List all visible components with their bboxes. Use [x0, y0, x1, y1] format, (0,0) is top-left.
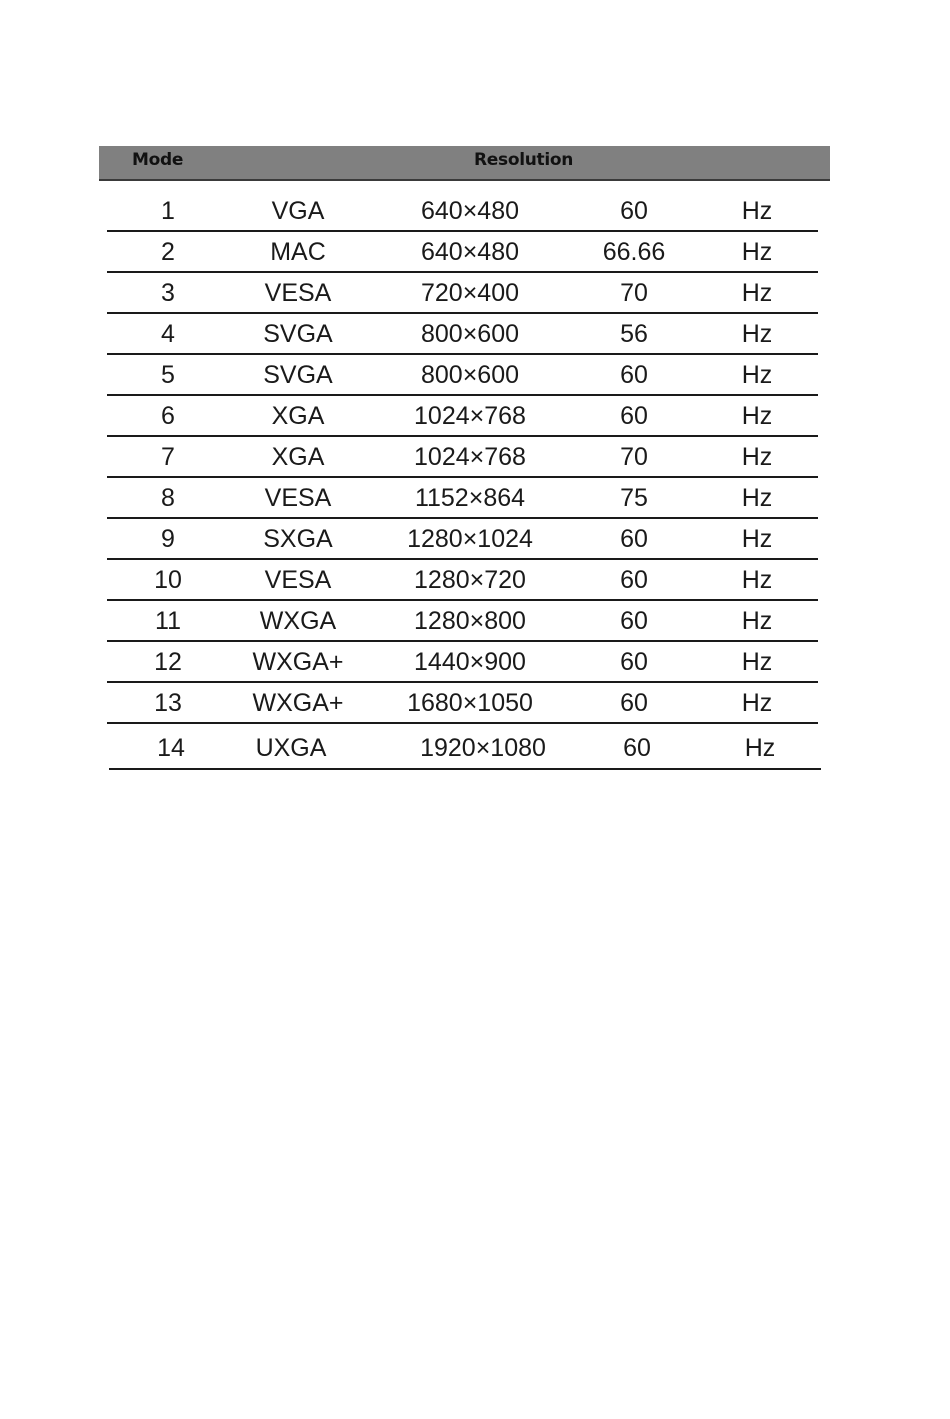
cell-rate: 60 [620, 197, 648, 225]
cell-name: XGA [271, 443, 325, 471]
cell-rate: 60 [620, 648, 648, 676]
cell-resolution: 1280×1024 [407, 525, 533, 553]
cell-name: XGA [271, 402, 325, 430]
cell-rate: 60 [620, 607, 648, 635]
cell-mode: 13 [154, 689, 182, 717]
cell-unit: Hz [741, 689, 773, 717]
cell-name: MAC [270, 238, 326, 266]
cell-unit: Hz [741, 402, 773, 430]
cell-mode: 4 [161, 320, 175, 348]
cell-name: UXGA [255, 734, 327, 762]
cell-unit: Hz [741, 238, 773, 266]
cell-resolution: 1680×1050 [407, 689, 533, 717]
cell-name: VESA [264, 566, 332, 594]
cell-unit: Hz [744, 734, 776, 762]
table-row [107, 642, 818, 683]
table-row [107, 314, 818, 355]
cell-name: WXGA+ [252, 689, 344, 717]
cell-mode: 12 [154, 648, 182, 676]
cell-unit: Hz [741, 197, 773, 225]
header-mode: Mode [132, 150, 184, 170]
cell-name: WXGA [259, 607, 337, 635]
cell-name: SXGA [263, 525, 333, 553]
table-row [107, 232, 818, 273]
cell-unit: Hz [741, 566, 773, 594]
cell-rate: 60 [620, 402, 648, 430]
table-row [107, 683, 818, 724]
cell-unit: Hz [741, 361, 773, 389]
cell-name: SVGA [263, 320, 333, 348]
cell-mode: 5 [161, 361, 175, 389]
cell-mode: 6 [161, 402, 175, 430]
table-header [99, 146, 830, 181]
cell-resolution: 1152×864 [414, 484, 526, 512]
cell-resolution: 1280×800 [414, 607, 526, 635]
header-resolution: Resolution [474, 150, 574, 170]
cell-resolution: 1280×720 [414, 566, 526, 594]
cell-resolution: 1024×768 [414, 402, 526, 430]
cell-unit: Hz [741, 648, 773, 676]
cell-unit: Hz [741, 320, 773, 348]
cell-unit: Hz [741, 279, 773, 307]
cell-mode: 10 [154, 566, 182, 594]
cell-name: SVGA [263, 361, 333, 389]
cell-rate: 60 [620, 361, 648, 389]
cell-resolution: 1440×900 [414, 648, 526, 676]
cell-mode: 7 [161, 443, 175, 471]
cell-name: WXGA+ [252, 648, 344, 676]
cell-rate: 70 [620, 279, 648, 307]
table-row [107, 355, 818, 396]
cell-mode: 14 [157, 734, 185, 762]
cell-unit: Hz [741, 607, 773, 635]
cell-name: VESA [264, 484, 332, 512]
table-row [109, 724, 821, 770]
table-row [107, 601, 818, 642]
cell-resolution: 1024×768 [414, 443, 526, 471]
cell-unit: Hz [741, 443, 773, 471]
cell-rate: 56 [620, 320, 648, 348]
cell-resolution: 640×480 [420, 197, 520, 225]
cell-resolution: 640×480 [420, 238, 520, 266]
cell-name: VGA [271, 197, 325, 225]
cell-mode: 1 [161, 197, 175, 225]
cell-mode: 3 [161, 279, 175, 307]
cell-unit: Hz [741, 525, 773, 553]
table-row [107, 191, 818, 232]
table-row [107, 478, 818, 519]
resolution-table [107, 191, 818, 770]
cell-rate: 70 [620, 443, 648, 471]
cell-rate: 75 [620, 484, 648, 512]
cell-unit: Hz [741, 484, 773, 512]
cell-resolution: 720×400 [420, 279, 520, 307]
cell-rate: 60 [623, 734, 651, 762]
cell-name: VESA [264, 279, 332, 307]
cell-rate: 60 [620, 689, 648, 717]
table-row [107, 273, 818, 314]
cell-rate: 60 [620, 525, 648, 553]
table-row [107, 396, 818, 437]
cell-rate: 60 [620, 566, 648, 594]
cell-mode: 9 [161, 525, 175, 553]
table-row [107, 560, 818, 601]
cell-mode: 2 [161, 238, 175, 266]
cell-mode: 11 [155, 607, 181, 635]
cell-rate: 66.66 [602, 238, 666, 266]
cell-resolution: 1920×1080 [420, 734, 546, 762]
table-row [107, 437, 818, 478]
cell-resolution: 800×600 [420, 361, 520, 389]
table-row [107, 519, 818, 560]
cell-mode: 8 [161, 484, 175, 512]
cell-resolution: 800×600 [420, 320, 520, 348]
